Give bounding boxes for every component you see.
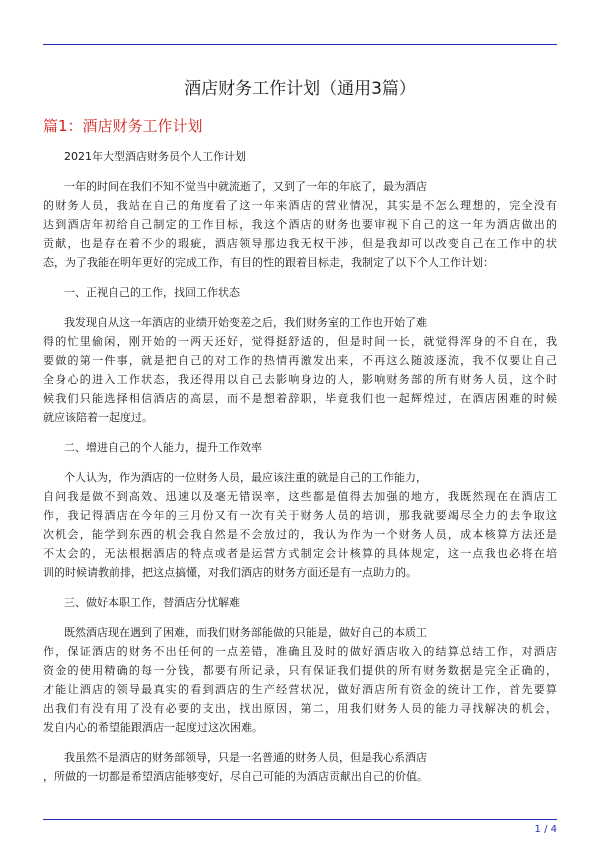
text-line: 贡献，也是存在着不少的瑕疵，酒店领导那边我无权干涉，但是我却可以改变自己在工作中的状	[43, 237, 557, 250]
sub-title: 2021年大型酒店财务员个人工作计划	[64, 150, 246, 163]
page-indicator: 1 / 4	[534, 824, 557, 835]
text-line: 资金的使用精确的每一分钱，都要有所记录，只有保证我们提供的所有财务数据是完全正确的，	[43, 664, 557, 677]
text-line: 自问我是做不到高效、迅速以及毫无错误率，这些都是值得去加强的地方，我既然现在在酒店工	[43, 490, 557, 503]
text-line: ，所做的一切都是希望酒店能够变好，尽自己可能的为酒店贡献出自己的价值。	[43, 770, 428, 783]
header-rule	[43, 44, 557, 45]
text-line: 我发现自从这一年酒店的业绩开始变差之后，我们财务室的工作也开始了难	[64, 316, 427, 329]
text-line: 次机会，能学到东西的机会我自然是不会放过的，我认为作为一个财务人员，成本核算方法还是	[43, 528, 557, 541]
text-line: 既然酒店现在遇到了困难，而我们财务部能做的只能是，做好自己的本质工	[64, 626, 427, 639]
text-line: 个人认为，作为酒店的一位财务人员，最应该注重的就是自己的工作能力，	[64, 471, 427, 484]
text-line: 一年的时间在我们不知不觉当中就流逝了，又到了一年的年底了，最为酒店	[64, 180, 427, 193]
text-line: 候我们只能选择相信酒店的高层，而不是想着辞职，毕竟我们也一起辉煌过，在酒店困难的时候	[43, 392, 557, 405]
text-line: 不太会的，无法根据酒店的特点或者是运营方式制定会计核算的具体规定，这一点我也必将在培	[43, 547, 557, 560]
text-line: 达到酒店年初给自己制定的工作目标，我这个酒店的财务也要审视下自己的这一年为酒店做出的	[43, 218, 557, 231]
subsection-heading: 三、做好本职工作，替酒店分忧解难	[64, 596, 240, 609]
text-line: 发自内心的希望能跟酒店一起度过这次困难。	[43, 721, 263, 734]
text-line: 要做的第一件事，就是把自己的对工作的热情再激发出来，不再这么随波逐流，我不仅要让自己	[43, 354, 557, 367]
text-line: 才能让酒店的领导最真实的看到酒店的生产经营状况，做好酒店所有资金的统计工作，首先要算	[43, 683, 557, 696]
text-line: 作，我记得酒店在今年的三月份又有一次有关于财务人员的培训，那我就要竭尽全力的去争取这	[43, 509, 557, 522]
text-line: 出我们有没有用了没有必要的支出，找出原因，第二，用我们财务人员的能力寻找解决的机会，	[43, 702, 557, 715]
text-line: 的财务人员，我站在自己的角度看了这一年来酒店的营业情况，其实是不怎么理想的，完全没有	[43, 199, 557, 212]
text-line: 就应该陪着一起度过。	[43, 411, 153, 424]
subsection-heading: 一、正视自己的工作，找回工作状态	[64, 286, 240, 299]
text-line: 得的忙里偷闲，刚开始的一两天还好，觉得挺舒适的，但是时间一长，就觉得浑身的不自在，我	[43, 335, 557, 348]
text-line: 我虽然不是酒店的财务部领导，只是一名普通的财务人员，但是我心系酒店	[64, 751, 427, 764]
text-line: 训的时候请教前排，把这点搞懂，对我们酒店的财务方面还是有一点助力的。	[43, 566, 417, 579]
subsection-heading: 二、增进自己的个人能力，提升工作效率	[64, 441, 262, 454]
text-line: 态，为了我能在明年更好的完成工作，有目的性的跟着目标走，我制定了以下个人工作计划：	[43, 256, 494, 269]
document-title: 酒店财务工作计划（通用3篇）	[184, 79, 416, 99]
text-line: 全身心的进入工作状态，我还得用以自己去影响身边的人，影响财务部的所有财务人员，这个时	[43, 373, 557, 386]
footer-rule	[43, 819, 557, 820]
section-heading: 篇1：酒店财务工作计划	[43, 117, 203, 135]
text-line: 作，保证酒店的财务不出任何的一点差错，准确且及时的做好酒店收入的结算总结工作，对酒店	[43, 645, 557, 658]
